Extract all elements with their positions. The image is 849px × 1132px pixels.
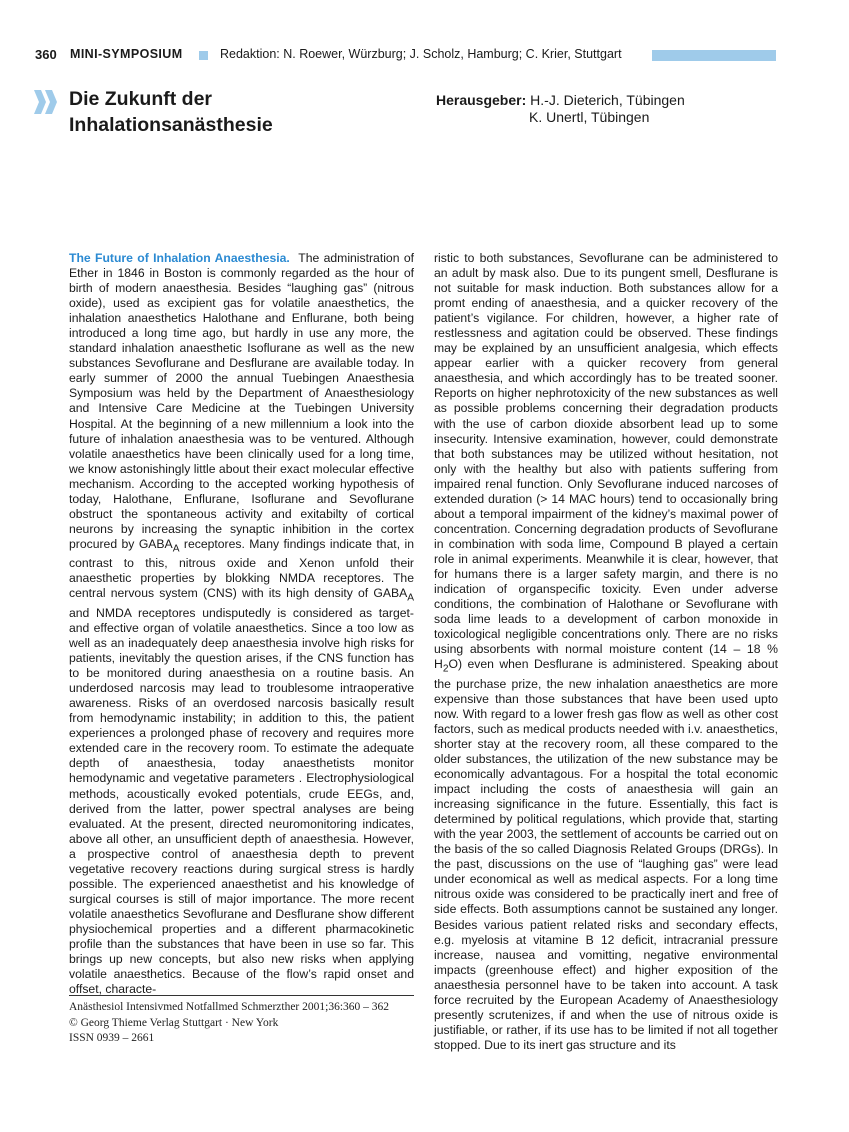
issue-editors-label: Herausgeber:	[436, 92, 527, 108]
right-text-part-2: O) even when Desflurane is administered. Speaking about the purchase prize, the new inhalation anaesthetics are more expensive than those substances that have been used upto now. With regard to a lower fresh gas flow as well as other cost factors, such as medical products needed with i.v. anaesthetics, shorter stay at the recovery room, all these compared to the older substances, the utilization of the new substance may be economically advantagous. For a hospital the total economic impact including the costs of anaesthesia will gain an increasing significance in the future. Essentially, this fact is determined by political regulations, which provide that, starting with the year 2003, the settlement of accounts be carried out on the basis of the so called Diagnosis Related Groups (DRGs). In the past, discussions on the use of “laughing gas” were lead under economical as well as medical aspects. For a long time nitrous oxide was considered to be practically inert and free of side effects. Both assumptions cannot be sustained any longer. Besides various patient related risks and secondary effects, e.g. myelosis at vitamine B 12 deficit, intracranial pressure increase, nausea and vomitting, negative environmental impacts (greenhouse effect) and higher exposition of the anaesthesia personnel have to be taken into account. A task force recruited by the European Academy of Anaesthesiology presently scrutenizes, if and when the use of nitrous oxide is justifiable, or rather, if its use has to be limited if not all together stopped. Due to its inert gas structure and its	[434, 657, 778, 1052]
issue-editor-1: H.-J. Dieterich, Tübingen	[530, 92, 685, 108]
header-square-marker	[199, 51, 208, 60]
citation-issn: ISSN 0939 – 2661	[69, 1032, 155, 1044]
header-color-bar	[652, 50, 776, 61]
issue-editors	[436, 92, 685, 126]
left-text-part-3: and NMDA receptores undisputedly is considered as target- and effective organ of volatile anaesthetics. Since a too low as well as an inadequately deep anaesthesia involve high risks for patients, inevitably the question arises, if the CNS function has to be monitored during anaesthesia on a routine basis. An underdosed narcosis may lead to troublesome intraoperative awareness. Risks of an overdosed narcosis basically result from hemodynamic instability; in addition to this, the patient experiences a prolonged phase of recovery and requires more extended care in the recovery room. To estimate the adequate depth of anaesthesia, today anaesthetists monitor hemodynamic and vegetative parameters . Electrophysiological methods, acoustically evoked potentials, crude EEGs, and, derived from the latter, power spectral analyses are being evaluated. At the present, directed neuromonitoring indicates, above all other, an unsufficient depth of anaesthesia. However, a prospective control of anaesthesia depth to prevent vegetative recovery reactions during surgical stress is hardly possible. The experienced anaesthetist and his knowledge of surgical courses is still of major importance. The more recent volatile anaesthetics Sevoflurane and Desflurane show different physiochemical properties and a different pharmacokinetic profile than the substances that have been in use so far. This brings up new concepts, but also new risks when applying volatile anaesthetics. Because of the flow’s rapid onset and offset, characte-	[69, 605, 414, 997]
abstract-title: The Future of Inhalation Anaesthesia.	[69, 251, 290, 265]
section-label: MINI-SYMPOSIUM	[70, 47, 183, 61]
left-text-part-1: The administration of Ether in 1846 in Boston is commonly regarded as the hour of birth of modern anaesthesia. Besides “laughing gas” (nitrous oxide), used as excipient gas for volatile anaesthetics, the inhalation anaesthetics Halothane and Enflurane, both being introduced a long time ago, but hardly in use any more, the standard inhalation anaesthetic Isoflurane as well as the new substances Sevoflurane and Desflurane are available today. In early summer of 2000 the annual Tuebingen Anaesthesia Symposium was held by the Department of Anaesthesiology and Intensive Care Medicine at the Tuebingen University Hospital. At the beginning of a new millennium a look into the future of inhalation anaesthesia was to be ventured. Although volatile anaesthetics have been clinically used for a long time, we know astonishingly little about their exact molecular effective mechanism. According to the accepted working hypothesis of today, Halothane, Enflurane, Isoflurane and Sevoflurane obstruct the spontaneous activity and exitabilty of cortical neurons by increasing the synaptic inhibition in the cortex procured by GABA	[69, 251, 414, 551]
footer-divider	[69, 995, 414, 996]
abstract-paragraph	[69, 251, 414, 997]
citation-journal: Anästhesiol Intensivmed Notfallmed Schmerzther 2001;36:360 – 362	[69, 1001, 390, 1013]
subscript-a-2: A	[407, 592, 414, 604]
subscript-a: A	[172, 543, 180, 555]
issue-editor-2: K. Unertl, Tübingen	[529, 109, 650, 125]
left-text-part-2: receptores. Many findings indicate that, in contrast to this, nitrous oxide and Xenon unfold their anaesthetic properties by blokking NMDA receptores. The central nervous system (CNS) with its high density of GABA	[69, 536, 414, 601]
article-title	[69, 86, 399, 138]
page-number: 360	[35, 47, 57, 62]
double-chevron-icon	[34, 90, 58, 114]
text-column-left	[69, 251, 414, 997]
citation-footer	[69, 1000, 389, 1047]
right-text-part-1: ristic to both substances, Sevoflurane can be administered to an adult by mask also. Due to its pungent smell, Desflurane is not suitable for mask induction. Both substances allow for a promt ending of anaesthesia, and a quicker recovery of the patient’s vigilance. For children, however, a higher rate of restlessness and agitation could be observed. These findings may be explained by an unsufficient analgesia, which effects appear earlier with a quicker recovery from general anaesthesia, and which accordingly has to be treated sooner. Reports on higher nephrotoxicity of the new substances as well as possible problems concerning their degradation products with the use of carbon dioxide absorbent lead up to some insecurity. Intensive examination, however, could demonstrate that both substances may be utilized without hesitation, not only with the healthy but also with patients suffering from impaired renal function. Only Sevoflurane induced narcoses of extended duration (> 14 MAC hours) tend to occasionally bring about a temporal impairment of the kidney’s maximal power of concentration. Concerning degradation products of Sevoflurane in combination with soda lime, Compound B played a certain role in animal experiments. Meanwhile it is clear, however, that for humans there is a larger safety margin, and there is no indication of organspecific toxicity. Even under adverse conditions, the combination of Halothane or Sevoflurane with soda lime leads to a development of carbon monoxide in toxicological negligible concentrations only. There are no risks using absorbents with normal moisture content (14 – 18 % H	[434, 251, 778, 672]
article-title-line-2: Inhalationsanästhesie	[69, 114, 273, 136]
article-title-line-1: Die Zukunft der	[69, 88, 213, 110]
running-header	[35, 47, 775, 65]
header-editors: Redaktion: N. Roewer, Würzburg; J. Scholz, Hamburg; C. Krier, Stuttgart	[220, 47, 622, 61]
text-column-right	[434, 251, 778, 1053]
citation-publisher: © Georg Thieme Verlag Stuttgart · New York	[69, 1016, 279, 1029]
subscript-2: 2	[442, 663, 449, 675]
right-paragraph	[434, 251, 778, 1053]
